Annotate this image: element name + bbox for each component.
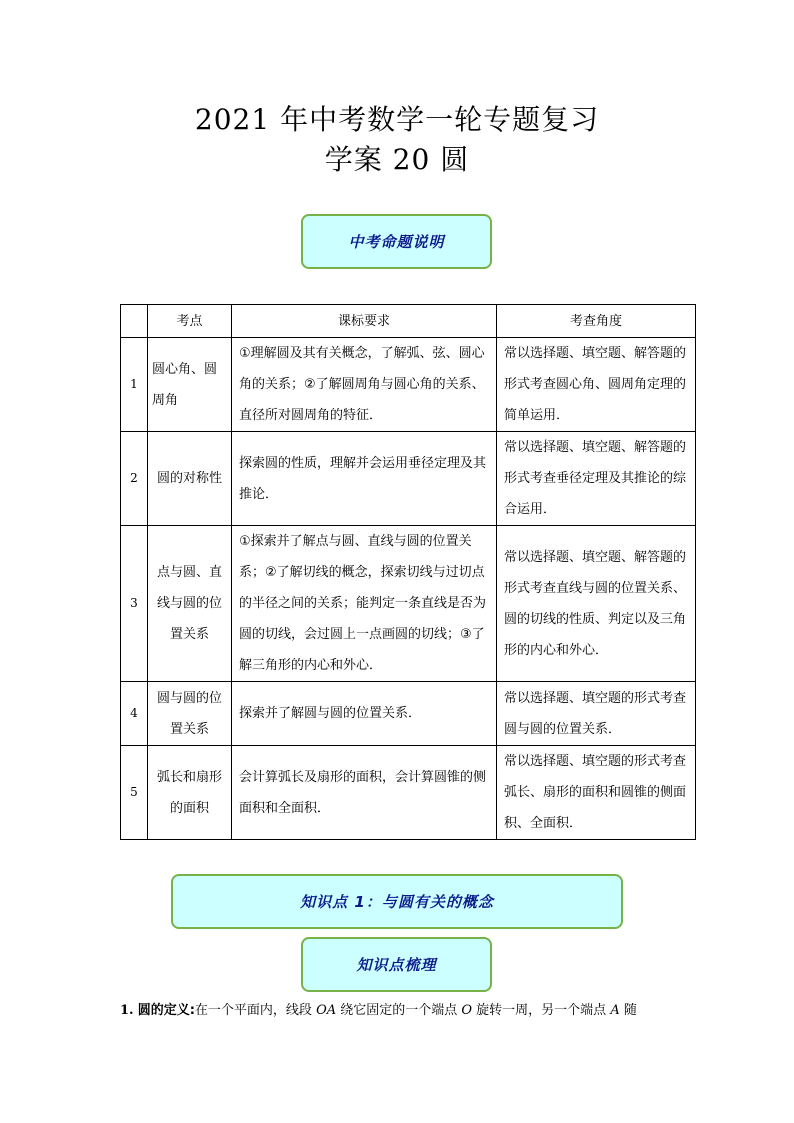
row-topic: 圆心角、圆周角 <box>148 338 232 432</box>
row-requirement: 探索并了解圆与圆的位置关系． <box>232 682 497 746</box>
row-topic: 点与圆、直线与圆的位置关系 <box>148 526 232 682</box>
row-topic: 弧长和扇形的面积 <box>148 746 232 840</box>
table-row <box>121 746 696 840</box>
header-num <box>121 305 148 338</box>
row-angle: 常以选择题、填空题的形式考查弧长、扇形的面积和圆锥的侧面积、全面积． <box>497 746 696 840</box>
exam-description-badge: 中考命题说明 <box>301 214 492 269</box>
document-subtitle: 学案 20 圆 <box>324 143 470 176</box>
table-row <box>121 526 696 682</box>
row-topic: 圆的对称性 <box>148 432 232 526</box>
header-topic: 考点 <box>148 305 232 338</box>
row-requirement: ①探索并了解点与圆、直线与圆的位置关系；②了解切线的概念，探索切线与过切点的半径之间的关系；能判定一条直线是否为圆的切线，会过圆上一点画圆的切线；③了解三角形的内心和外心． <box>232 526 497 682</box>
row-angle: 常以选择题、填空题、解答题的形式考查垂径定理及其推论的综合运用． <box>497 432 696 526</box>
row-requirement: ①理解圆及其有关概念，了解弧、弦、圆心角的关系；②了解圆周角与圆心角的关系、直径所对圆周角的特征． <box>232 338 497 432</box>
row-angle: 常以选择题、填空题的形式考查圆与圆的位置关系． <box>497 682 696 746</box>
item-number: 1. <box>120 1003 134 1018</box>
row-num: 3 <box>121 526 148 682</box>
table-row <box>121 338 696 432</box>
point-label: O <box>461 1003 473 1018</box>
definition-text: 随 <box>619 1003 637 1018</box>
table-row <box>121 682 696 746</box>
definition-text: 旋转一周，另一个端点 <box>472 1003 611 1018</box>
definition-paragraph <box>120 1001 700 1021</box>
knowledge-point-1-badge: 知识点 1：与圆有关的概念 <box>171 874 623 929</box>
point-label: A <box>610 1003 620 1018</box>
row-num: 2 <box>121 432 148 526</box>
definition-text: 绕它固定的一个端点 <box>336 1003 462 1018</box>
row-topic: 圆与圆的位置关系 <box>148 682 232 746</box>
row-angle: 常以选择题、填空题、解答题的形式考查圆心角、圆周角定理的简单运用． <box>497 338 696 432</box>
definition-text: 在一个平面内，线段 <box>194 1003 317 1018</box>
document-title: 2021 年中考数学一轮专题复习 <box>194 103 600 136</box>
row-num: 1 <box>121 338 148 432</box>
requirements-table <box>120 304 696 840</box>
header-angle: 考查角度 <box>497 305 696 338</box>
table-header-row <box>121 305 696 338</box>
row-num: 5 <box>121 746 148 840</box>
header-requirement: 课标要求 <box>232 305 497 338</box>
row-num: 4 <box>121 682 148 746</box>
knowledge-review-badge: 知识点梳理 <box>301 937 492 992</box>
definition-term: 圆的定义: <box>137 1003 195 1018</box>
row-requirement: 会计算弧长及扇形的面积，会计算圆锥的侧面积和全面积． <box>232 746 497 840</box>
segment-label: OA <box>316 1003 337 1018</box>
table-row <box>121 432 696 526</box>
row-requirement: 探索圆的性质，理解并会运用垂径定理及其推论． <box>232 432 497 526</box>
row-angle: 常以选择题、填空题、解答题的形式考查直线与圆的位置关系、圆的切线的性质、判定以及三角形的内心和外心． <box>497 526 696 682</box>
